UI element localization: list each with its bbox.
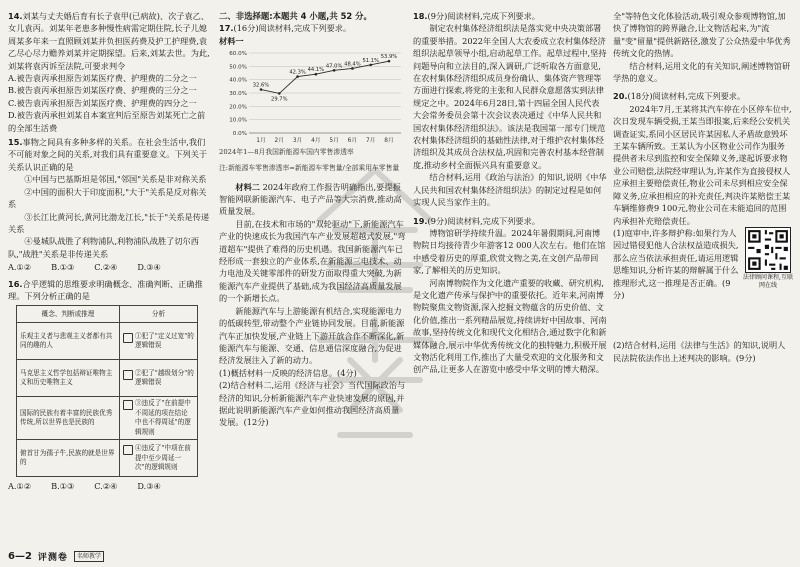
x-tick-label: 3月 [292, 138, 303, 145]
q20-ask-1: (1)庭审中,许多辩护称:如果行为人因过错侵犯他人合法权益造成损失,那么应当依法承担责任,请运用逻辑思维知识,分析许某的辩解属于什么推理形式,这一推理是否正确。(9分) [613, 227, 739, 300]
column-4 [613, 10, 793, 364]
data-point [369, 64, 372, 67]
y-tick-label: 30.0% [229, 91, 247, 98]
material-2-para: 新能源汽车与上游能源有机结合,实现能源电力的低碳转型,带动整个产业链协同发展。目前,新能源汽车正加快发展,产业链上下游开放合作不断深化,新能源汽车与能源、交通、信息通信深度融合,为促进经济发展注入了新的动力。 [219, 305, 405, 366]
question-18: 18.(9分)阅读材料,完成下列要求。 [413, 11, 540, 21]
q14-option-a[interactable]: A.被告袁丙承担原告刘某医疗费、护理费的二分之一 [8, 73, 197, 84]
qr-code-icon [745, 227, 791, 273]
q14-option-d[interactable]: D.被告袁丙承担刘某自本案宣判后至原告刘某死亡之前的全部生活费 [8, 110, 206, 133]
y-tick-label: 0.0% [232, 131, 247, 138]
q15-item: ①中国与巴基斯坦是邻国,"邻国"关系是非对称关系 [24, 174, 207, 185]
q16-option-a[interactable]: A.①② [8, 481, 32, 492]
column-2 [219, 10, 407, 429]
q15-item: ②中国的面积大于印度面积,"大于"关系是反对称关系 [8, 186, 207, 210]
q15-option-c[interactable]: C.②④ [94, 262, 118, 273]
data-label: 51.1% [362, 58, 379, 65]
data-point [260, 88, 263, 91]
table-row: 俯首甘为孺子牛,民族的就是世界的 ④违反了"中项在前提中至少周延一次"的逻辑规则 [17, 440, 198, 477]
q16-table [16, 305, 198, 477]
question-15: 15.事物之间具有多种多样的关系。在社会生活中,我们不可能对象之间的关系,对我们具有重要意义。下列关于关系认识正确的是 [8, 137, 208, 172]
data-label: 44.1% [307, 67, 325, 74]
question-14: 14.刘某与丈夫婚后育有长子袁甲(已病故)、次子袁乙、女儿袁丙。刘某年老患多种慢性病需定期住院,长子儿媳周某多年来一直照顾刘某并负担医药费及护工护理费,袁乙尽心尽力赡养刘某并定期探望。后来,刘某去世。为此,刘某将袁丙诉至法院,可要求判令 [8, 11, 210, 71]
column-3 [413, 10, 607, 376]
material-label: 材料一 [219, 35, 244, 46]
data-label: 48.4% [344, 61, 361, 68]
q19-material-cont: 全"等特色文化体验活动,吸引观众参观博物馆,加快了博物馆的跨界融合,让文物活起来,为"流量"变"留量"提供新路径,激发了公众热爱中华优秀传统文化的热情。 [613, 11, 791, 59]
footer-brand: 评测卷 [37, 553, 68, 563]
y-tick-label: 40.0% [229, 77, 247, 84]
question-20: 20.(18分)阅读材料,完成下列要求。 [613, 91, 746, 102]
data-label: 47.0% [325, 63, 343, 70]
q16-options [8, 480, 211, 492]
question-17: 17.(16分)阅读材料,完成下列要求。 [219, 23, 352, 34]
table-row: 国际的民族有着丰富的民族优秀传统,所以世界也是民族的 ③违反了"在前提中不周延的项在结论中也不得周延"的逻辑规则 [17, 397, 198, 440]
question-19: 19.(9分)阅读材料,完成下列要求。 [413, 215, 540, 226]
q15-options [8, 261, 211, 273]
q14-option-b[interactable]: B.被告袁丙承担原告刘某医疗费、护理费的三分之一 [8, 85, 197, 96]
q17-ask-2: (2)结合材料二,运用《经济与社会》当代国际政治与经济的知识,分析新能源汽车产业快速发展的原因,并据此说明新能源汽车产业如何推动我国经济高质量发展。(12分) [219, 380, 406, 428]
data-point [333, 69, 336, 72]
q16-option-d[interactable]: D.③④ [137, 481, 161, 492]
q20-material: 2024年7月,王某将其汽车停在小区停车位中,次日发现车辆受损,王某当即报案,后来经公安机关调查证实,系同小区居民许某因私人矛盾故意毁坏王某车辆所致。王某认为小区物业公司作为服务提供者未尽到监控和安全保障义务,遂起诉要求物业公司赔偿,法院经审理认为,许某作为直接侵权人应承担主要赔偿责任,物业公司未尽到相应安全保障义务,应承担相应的补充责任,判决许某赔偿王某车辆维修费9 100元,物业公司在未能追回的范围内承担补充赔偿责任。 [613, 103, 792, 226]
q20-ask-2: (2)结合材料,运用《法律与生活》的知识,说明人民法院依法作出上述判决的影响。(9分) [613, 340, 786, 363]
data-point [315, 73, 318, 76]
q14-option-c[interactable]: C.被告袁丙承担原告刘某医疗费、护理费的四分之一 [8, 97, 197, 108]
material-2: 材料二 2024年政府工作报告明确指出,要提振智能网联新能源汽车、电子产品等大宗消费,推动高质量发展。 [219, 181, 402, 217]
y-tick-label: 50.0% [229, 64, 247, 71]
data-label: 29.7% [271, 96, 288, 103]
checkbox-icon [123, 445, 133, 455]
table-row: 乐观主义者与悲观主义者都有共同的趣的人 ①犯了"定义过宽"的逻辑错误 [17, 323, 198, 360]
q15-item: ③长江比黄河长,黄河比渤龙江长,"长于"关系是传递关系 [8, 211, 210, 234]
column-1 [8, 10, 211, 497]
table-header: 分析 [120, 306, 198, 323]
y-tick-label: 60.0% [229, 51, 247, 58]
x-tick-label: 7月 [365, 138, 376, 145]
q15-item: ④曼城队战胜了利物浦队,利物浦队战胜了切尔西队,"战胜"关系是非传递关系 [8, 236, 199, 259]
q18-material: 制定农村集体经济组织法是落实党中央决策部署的重要举措。2022年全国人大农委成立农村集体经济组织法起草领导小组,启动起草工作。起草过程中,坚持问题导向和立法目的,深入调研,广泛听取各方面意见,在农村集体经济组织成员身份确认、集体资产管理等方面进行探索,将党的主张和人民群众意愿落实到法律规定之中。2024年6月28日,第十四届全国人民代表大会常务委员会第十次会议表决通过《中华人民共和国农村集体经济组织法》。该法是我国第一部专门规范农村集体经济组织的基础性法律,对于维护农村集体经济组织及其成员合法权益,巩固和完善农村基本经营制度,推动乡村全面振兴具有重要意义。 [413, 23, 607, 170]
data-point [278, 92, 281, 95]
y-tick-label: 20.0% [229, 104, 247, 111]
chart-footnote: 注:新能源车零售渗透率=新能源车零售量/全部乘用车零售量 [219, 164, 400, 173]
q18-ask: 结合材料,运用《政治与法治》的知识,说明《中华人民共和国农村集体经济组织法》的制定过程是如何实现人民当家作主的。 [413, 172, 607, 208]
penetration-line-chart [219, 49, 407, 147]
q19-material: 博物馆研学持续升温。2024年暑假期间,河南博物院日均接待青少年游客12 000人次左右。他们在馆中感受着历史的厚重,欣赏文物之美,在文创产品带回家,了解相关的历史知识。 [413, 227, 606, 276]
x-tick-label: 2月 [274, 138, 285, 145]
material-2-para: 目前,在技术和市场的"双轮驱动"下,新能源汽车产业的快速成长为我国汽车产业发展超越式发展,"弯道超车"提供了难得的历史机遇。我国新能源汽车已经形成一套独立的产业体系,在新能源三电技术、动力电池及关键零部件的研发方面取得重大突破,为新能源汽车产业提供了基础,成为我国经济高质量发展的一个新增长点。 [219, 218, 406, 304]
x-tick-label: 8月 [384, 138, 394, 145]
q15-option-a[interactable]: A.①② [8, 262, 32, 273]
q17-ask-1: (1)概括材料一反映的经济信息。(4分) [219, 367, 357, 378]
section-heading: 二、非选择题:本题共 4 小题,共 52 分。 [219, 11, 372, 21]
data-point [388, 60, 391, 63]
page-number: 6—2 [8, 551, 32, 562]
y-tick-label: 10.0% [229, 117, 247, 124]
checkbox-icon [123, 370, 133, 380]
x-tick-label: 6月 [347, 138, 358, 145]
q19-material: 河南博物院作为文化遗产重要的收藏、研究机构,是文化遗产传承与保护中的重要依托。近年来,河南博物院聚焦文物资源,深入挖掘文物蕴含的历史价值、文化价值,推出一系列精品展览,持续讲好中国故事、河南故事,坚持传统文化和现代文化相结合,通过数字化和新媒体融合,展示中华优秀传统文化的独特魅力,积极开展文物活化利用工作,推出了大量受欢迎的文化服务和文创产品,让更多人在游览中感受中华文明的博大精深。 [413, 277, 607, 375]
data-point [296, 76, 299, 79]
qr-code[interactable] [743, 227, 793, 290]
chart-caption: 2024年1—8月我国新能源车国内零售渗透率 [219, 148, 354, 157]
x-tick-label: 4月 [311, 138, 321, 145]
data-label: 53.9% [380, 54, 398, 61]
table-header: 概念、判断或推理 [17, 306, 120, 323]
data-label: 42.3% [289, 69, 306, 76]
q20-ask-1-block [613, 227, 793, 301]
checkbox-icon [123, 333, 133, 343]
page-footer [8, 550, 104, 563]
q19-ask: 结合材料,运用文化的有关知识,阐述博物馆研学热的意义。 [613, 60, 791, 84]
footer-tag: 名师教学 [74, 551, 104, 562]
q16-option-c[interactable]: C.②④ [94, 481, 118, 492]
table-row: 马克思主义哲学包括辩证唯物主义和历史唯物主义 ②犯了"越级划分"的逻辑错误 [17, 360, 198, 397]
x-tick-label: 5月 [329, 138, 339, 145]
q16-option-b[interactable]: B.①③ [51, 481, 75, 492]
qr-caption: 法律顾问课程,互联网在线 [743, 273, 793, 289]
question-16: 16.合乎逻辑的思维要求明确概念、准确判断、正确推理。下列分析正确的是 [8, 278, 203, 301]
q15-option-d[interactable]: D.③④ [137, 262, 161, 273]
x-tick-label: 1月 [256, 138, 266, 145]
chart-svg [219, 49, 407, 147]
data-point [351, 67, 354, 70]
data-label: 32.6% [252, 82, 270, 89]
checkbox-icon [123, 400, 133, 410]
q15-option-b[interactable]: B.①③ [51, 262, 75, 273]
